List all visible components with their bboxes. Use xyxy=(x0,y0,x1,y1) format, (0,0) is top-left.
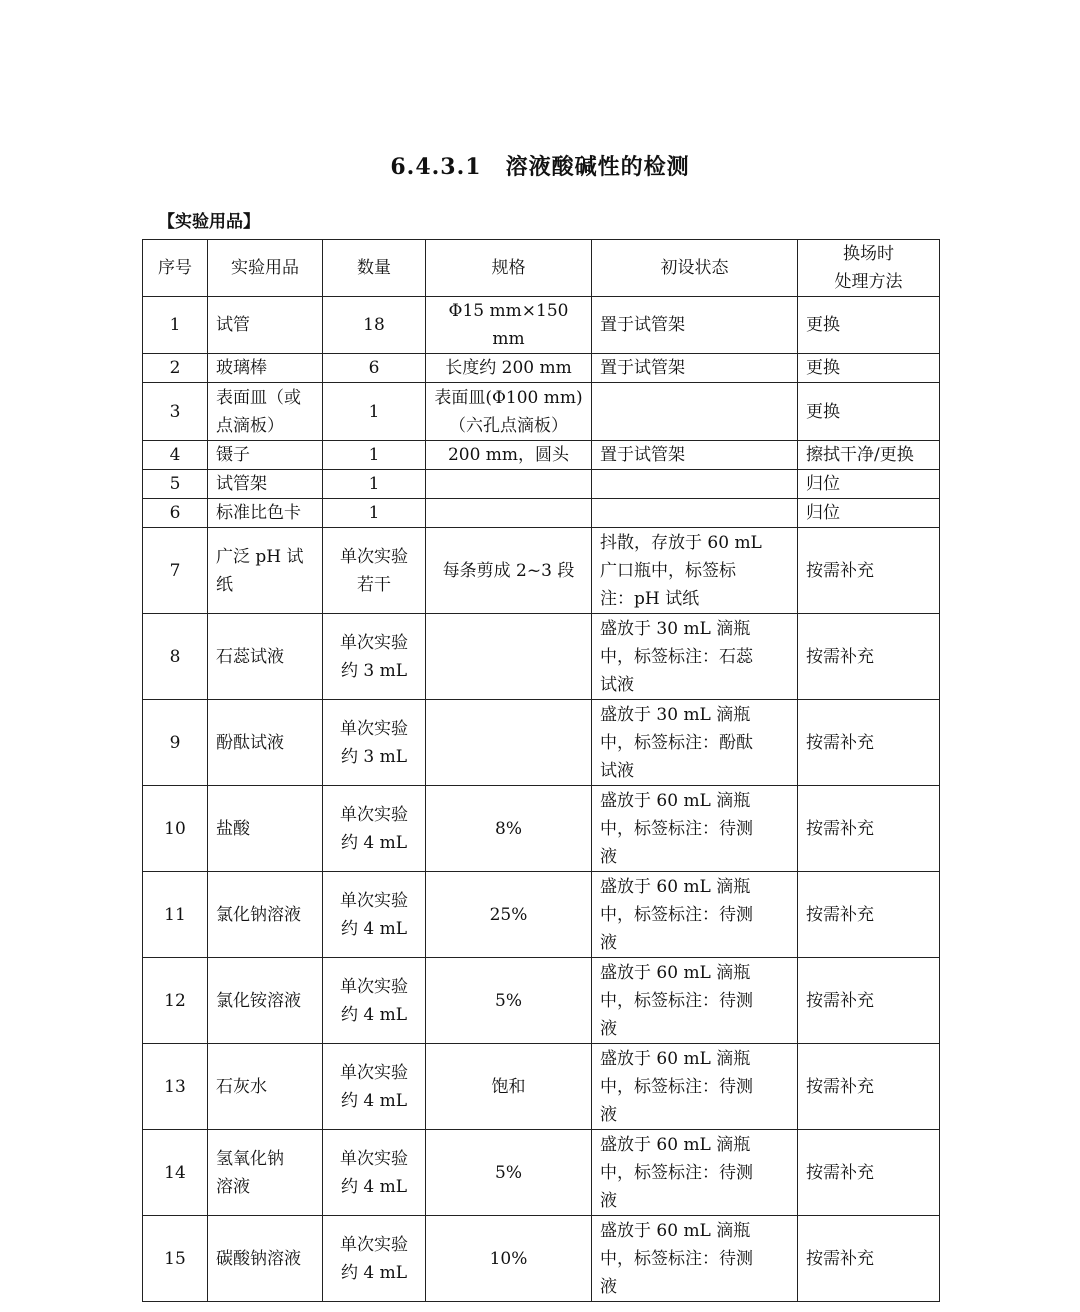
item-quantity: 单次实验 约 3 mL xyxy=(323,614,426,700)
item-quantity: 单次实验 若干 xyxy=(323,528,426,614)
item-initial-state: 置于试管架 xyxy=(592,297,798,354)
row-number: 11 xyxy=(143,872,208,958)
item-handling-method: 按需补充 xyxy=(798,1216,940,1302)
item-handling-method: 按需补充 xyxy=(798,872,940,958)
item-initial-state: 盛放于 30 mL 滴瓶 中，标签标注：石蕊 试液 xyxy=(592,614,798,700)
item-handling-method: 更换 xyxy=(798,297,940,354)
table-row xyxy=(143,786,940,872)
item-name: 酚酞试液 xyxy=(208,700,323,786)
table-row xyxy=(143,354,940,383)
item-spec: 长度约 200 mm xyxy=(426,354,592,383)
header-cell: 序号 xyxy=(143,240,208,297)
item-quantity: 单次实验 约 4 mL xyxy=(323,1130,426,1216)
row-number: 10 xyxy=(143,786,208,872)
item-spec: Φ15 mm×150 mm xyxy=(426,297,592,354)
row-number: 12 xyxy=(143,958,208,1044)
materials-label: 【实验用品】 xyxy=(158,212,260,232)
item-name: 广泛 pH 试 纸 xyxy=(208,528,323,614)
item-handling-method: 归位 xyxy=(798,499,940,528)
table-row xyxy=(143,872,940,958)
item-spec: 表面皿(Φ100 mm) （六孔点滴板） xyxy=(426,383,592,441)
row-number: 8 xyxy=(143,614,208,700)
item-spec: 5% xyxy=(426,958,592,1044)
header-cell: 换场时 处理方法 xyxy=(798,240,940,297)
item-name: 标准比色卡 xyxy=(208,499,323,528)
item-spec: 25% xyxy=(426,872,592,958)
item-name: 碳酸钠溶液 xyxy=(208,1216,323,1302)
item-handling-method: 按需补充 xyxy=(798,958,940,1044)
item-initial-state xyxy=(592,499,798,528)
item-quantity: 单次实验 约 4 mL xyxy=(323,1044,426,1130)
item-spec: 10% xyxy=(426,1216,592,1302)
table-row xyxy=(143,614,940,700)
materials-table xyxy=(142,239,940,1302)
item-handling-method: 更换 xyxy=(798,354,940,383)
row-number: 4 xyxy=(143,441,208,470)
header-cell: 初设状态 xyxy=(592,240,798,297)
table-row xyxy=(143,499,940,528)
row-number: 5 xyxy=(143,470,208,499)
table-row xyxy=(143,528,940,614)
item-quantity: 18 xyxy=(323,297,426,354)
row-number: 3 xyxy=(143,383,208,441)
row-number: 13 xyxy=(143,1044,208,1130)
item-handling-method: 按需补充 xyxy=(798,1044,940,1130)
item-name: 氢氧化钠 溶液 xyxy=(208,1130,323,1216)
item-quantity: 1 xyxy=(323,499,426,528)
table-row xyxy=(143,1216,940,1302)
item-name: 玻璃棒 xyxy=(208,354,323,383)
row-number: 7 xyxy=(143,528,208,614)
item-quantity: 单次实验 约 4 mL xyxy=(323,958,426,1044)
item-handling-method: 按需补充 xyxy=(798,614,940,700)
item-quantity: 单次实验 约 4 mL xyxy=(323,872,426,958)
section-number: 6.4.3.1 xyxy=(390,154,482,180)
table-row xyxy=(143,383,940,441)
item-spec: 饱和 xyxy=(426,1044,592,1130)
table-row xyxy=(143,958,940,1044)
item-initial-state: 盛放于 60 mL 滴瓶 中，标签标注：待测 液 xyxy=(592,958,798,1044)
table-row xyxy=(143,441,940,470)
item-spec: 200 mm，圆头 xyxy=(426,441,592,470)
row-number: 14 xyxy=(143,1130,208,1216)
item-handling-method: 按需补充 xyxy=(798,786,940,872)
item-spec xyxy=(426,499,592,528)
row-number: 9 xyxy=(143,700,208,786)
item-name: 石灰水 xyxy=(208,1044,323,1130)
section-title: 溶液酸碱性的检测 xyxy=(505,154,690,180)
header-cell: 规格 xyxy=(426,240,592,297)
item-spec xyxy=(426,614,592,700)
item-initial-state: 盛放于 60 mL 滴瓶 中，标签标注：待测 液 xyxy=(592,872,798,958)
item-quantity: 1 xyxy=(323,441,426,470)
header-cell: 数量 xyxy=(323,240,426,297)
section-heading xyxy=(0,150,1080,181)
item-initial-state xyxy=(592,470,798,499)
item-quantity: 1 xyxy=(323,383,426,441)
item-quantity: 单次实验 约 3 mL xyxy=(323,700,426,786)
item-name: 氯化铵溶液 xyxy=(208,958,323,1044)
item-initial-state: 置于试管架 xyxy=(592,354,798,383)
table-body xyxy=(143,297,940,1302)
row-number: 15 xyxy=(143,1216,208,1302)
item-quantity: 单次实验 约 4 mL xyxy=(323,1216,426,1302)
item-name: 试管 xyxy=(208,297,323,354)
item-name: 氯化钠溶液 xyxy=(208,872,323,958)
item-name: 盐酸 xyxy=(208,786,323,872)
table-row xyxy=(143,297,940,354)
item-name: 表面皿（或 点滴板） xyxy=(208,383,323,441)
item-spec: 8% xyxy=(426,786,592,872)
item-spec xyxy=(426,470,592,499)
table-header-row xyxy=(143,240,940,297)
item-handling-method: 擦拭干净/更换 xyxy=(798,441,940,470)
item-handling-method: 按需补充 xyxy=(798,528,940,614)
row-number: 1 xyxy=(143,297,208,354)
item-initial-state: 置于试管架 xyxy=(592,441,798,470)
item-initial-state: 盛放于 30 mL 滴瓶 中，标签标注：酚酞 试液 xyxy=(592,700,798,786)
row-number: 6 xyxy=(143,499,208,528)
item-handling-method: 更换 xyxy=(798,383,940,441)
item-initial-state: 盛放于 60 mL 滴瓶 中，标签标注：待测 液 xyxy=(592,786,798,872)
item-spec: 每条剪成 2~3 段 xyxy=(426,528,592,614)
item-handling-method: 按需补充 xyxy=(798,1130,940,1216)
table-row xyxy=(143,700,940,786)
item-name: 镊子 xyxy=(208,441,323,470)
item-quantity: 6 xyxy=(323,354,426,383)
item-quantity: 单次实验 约 4 mL xyxy=(323,786,426,872)
item-handling-method: 按需补充 xyxy=(798,700,940,786)
header-cell: 实验用品 xyxy=(208,240,323,297)
item-initial-state xyxy=(592,383,798,441)
item-initial-state: 盛放于 60 mL 滴瓶 中，标签标注：待测 液 xyxy=(592,1130,798,1216)
item-spec: 5% xyxy=(426,1130,592,1216)
item-name: 石蕊试液 xyxy=(208,614,323,700)
item-name: 试管架 xyxy=(208,470,323,499)
item-handling-method: 归位 xyxy=(798,470,940,499)
item-spec xyxy=(426,700,592,786)
table-row xyxy=(143,1130,940,1216)
table-row xyxy=(143,1044,940,1130)
row-number: 2 xyxy=(143,354,208,383)
item-initial-state: 盛放于 60 mL 滴瓶 中，标签标注：待测 液 xyxy=(592,1216,798,1302)
table-row xyxy=(143,470,940,499)
item-initial-state: 抖散，存放于 60 mL 广口瓶中，标签标 注：pH 试纸 xyxy=(592,528,798,614)
item-initial-state: 盛放于 60 mL 滴瓶 中，标签标注：待测 液 xyxy=(592,1044,798,1130)
item-quantity: 1 xyxy=(323,470,426,499)
